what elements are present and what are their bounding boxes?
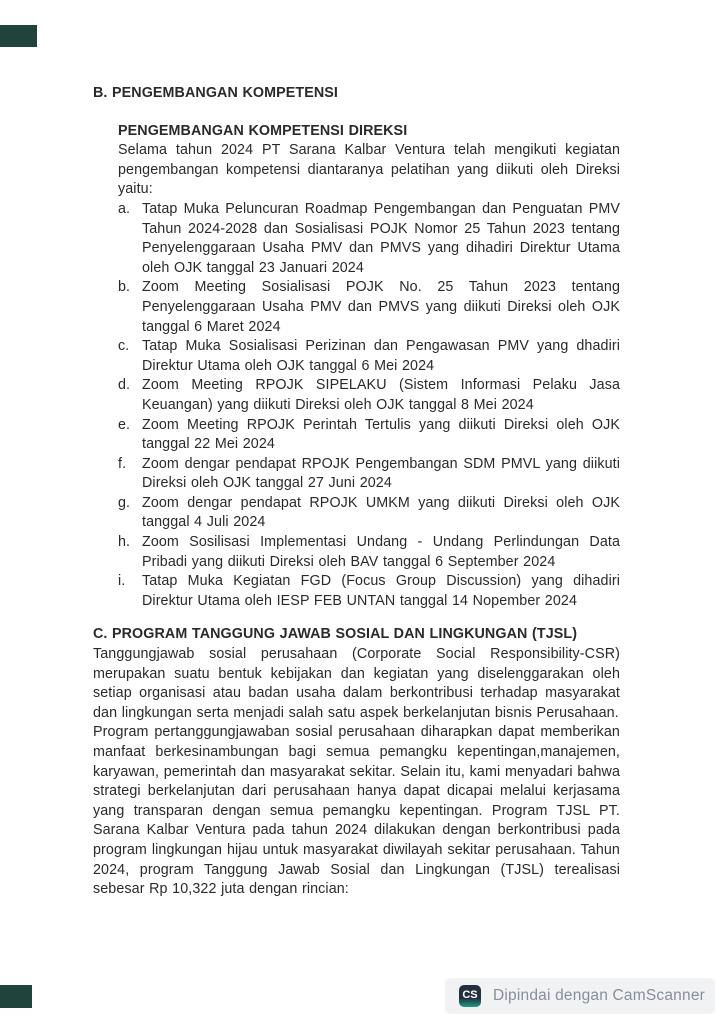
- list-item-text: Zoom dengar pendapat RPOJK UMKM yang diikuti Direksi oleh OJK tanggal 4 Juli 2024: [142, 494, 620, 531]
- direksi-subheading: PENGEMBANGAN KOMPETENSI DIREKSI: [118, 122, 408, 139]
- document-content: [93, 84, 620, 900]
- list-item: [118, 200, 620, 278]
- tjsl-paragraph-1: Tanggungjawab sosial perusahaan (Corporate Social Responsibility-CSR) merupakan suatu bentuk kebijakan dan kegiatan yang diselenggarakan oleh setiap organisasi atau badan usaha dalam berkontribusi terhadap masyarakat dan lingkungan serta menjadi salah satu aspek berkelanjutan bisnis Perusahaan.: [93, 646, 620, 721]
- section-c: [93, 625, 620, 899]
- list-item: [118, 455, 620, 494]
- camscanner-watermark: [445, 978, 715, 1014]
- camscanner-cs-icon: CS: [459, 985, 481, 1007]
- tjsl-paragraph-2: Program pertanggungjawaban sosial perusahaan diharapkan dapat memberikan manfaat berkesinambungan bagi semua pemangku kepentingan,manajemen, karyawan, pemerintah dan masyarakat sekitar. Selain itu, kami menyadari bahwa strategi berkelanjutan dari perusahaan hanya dapat dicapai melalui kerjasama yang transparan dengan semua pemangku kepentingan. Program TJSL PT. Sarana Kalbar Ventura pada tahun 2024 dilakukan dengan berkontribusi pada program lingkungan hijau untuk masyarakat diwilayah sekitar perusahaan. Tahun 2024, program Tanggung Jawab Sosial dan Lingkungan (TJSL) terealisasi sebesar Rp 10,322 juta dengan rincian:: [93, 724, 620, 898]
- list-item: [118, 533, 620, 572]
- list-item-text: Zoom Meeting RPOJK Perintah Tertulis yang diikuti Direksi oleh OJK tanggal 22 Mei 2024: [142, 416, 620, 453]
- section-c-letter: C.: [93, 626, 108, 643]
- section-b-body: [118, 122, 620, 612]
- list-item-letter: c.: [118, 338, 130, 355]
- section-c-heading: [93, 625, 620, 645]
- list-item-letter: e.: [118, 416, 131, 433]
- list-item-text: Tatap Muka Peluncuran Roadmap Pengembangan dan Penguatan PMV Tahun 2024-2028 dan Sosialisasi POJK Nomor 25 Tahun 2023 tentang Penyelenggaraan Usaha PMV dan PMVS yang dihadiri Direktur Utama oleh OJK tanggal 23 Januari 2024: [142, 200, 620, 276]
- list-item: [118, 337, 620, 376]
- section-c-title: PROGRAM TANGGUNG JAWAB SOSIAL DAN LINGKUNGAN (TJSL): [112, 626, 578, 643]
- camscanner-watermark-label: Dipindai dengan CamScanner: [493, 987, 705, 1004]
- list-item: [118, 376, 620, 415]
- list-item-text: Tatap Muka Sosialisasi Perizinan dan Pengawasan PMV yang dhadiri Direktur Utama oleh OJK tanggal 6 Mei 2024: [142, 338, 620, 374]
- list-item-text: Zoom Meeting Sosialisasi POJK No. 25 Tahun 2023 tentang Penyelenggaraan Usaha PMV dan PMVS yang diikuti Direksi oleh OJK tanggal 6 Maret 2024: [142, 279, 620, 335]
- list-item-letter: i.: [118, 573, 126, 590]
- list-item-letter: a.: [118, 200, 131, 217]
- direksi-intro-paragraph: Selama tahun 2024 PT Sarana Kalbar Ventura telah mengikuti kegiatan pengembangan kompetensi diantaranya pelatihan yang diikuti oleh Direksi yaitu:: [118, 142, 620, 198]
- section-b-title: PENGEMBANGAN KOMPETENSI: [112, 85, 339, 101]
- list-item-letter: d.: [118, 377, 131, 394]
- list-item-text: Zoom Meeting RPOJK SIPELAKU (Sistem Informasi Pelaku Jasa Keuangan) yang diikuti Direksi oleh OJK tanggal 8 Mei 2024: [142, 377, 620, 413]
- list-item-letter: f.: [118, 455, 127, 472]
- list-item-text: Zoom Sosilisasi Implementasi Undang - Undang Perlindungan Data Pribadi yang diikuti Direksi oleh BAV tanggal 6 September 2024: [142, 534, 620, 570]
- list-item-letter: b.: [118, 279, 131, 296]
- section-b-letter: B.: [93, 85, 108, 101]
- list-item-letter: g.: [118, 494, 131, 511]
- list-item-text: Tatap Muka Kegiatan FGD (Focus Group Discussion) yang dihadiri Direktur Utama oleh IESP FEB UNTAN tanggal 14 Nopember 2024: [142, 573, 620, 609]
- list-item-text: Zoom dengar pendapat RPOJK Pengembangan SDM PMVL yang diikuti Direksi oleh OJK tanggal 27 Juni 2024: [142, 455, 620, 492]
- list-item: [118, 572, 620, 611]
- list-item-letter: h.: [118, 534, 131, 551]
- scan-corner-artifact-top: [0, 25, 37, 47]
- list-item: [118, 416, 620, 455]
- scan-corner-artifact-bottom: [0, 985, 32, 1008]
- list-item: [118, 494, 620, 533]
- list-item: [118, 278, 620, 337]
- section-b-heading: [93, 84, 620, 104]
